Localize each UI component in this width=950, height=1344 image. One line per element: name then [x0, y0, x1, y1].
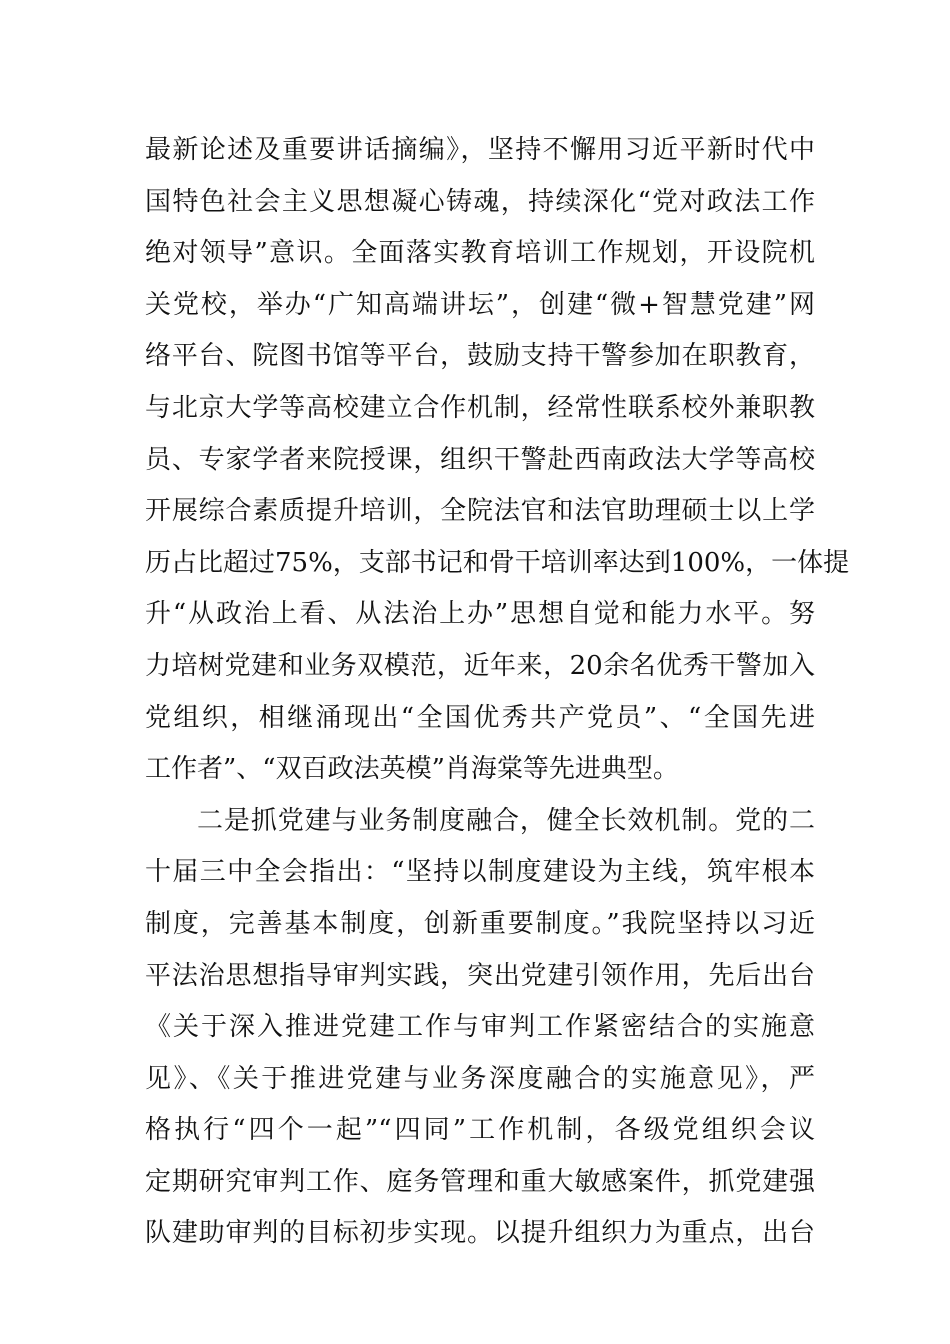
- text-line: 绝对领导”意识。全面落实教育培训工作规划，开设院机: [145, 238, 815, 269]
- text-line: 与北京大学等高校建立合作机制，经常性联系校外兼职教: [145, 392, 815, 423]
- text-line: 平法治思想指导审判实践，突出党建引领作用，先后出台: [145, 960, 815, 991]
- text-line: 工作者”、“双百政法英模”肖海棠等先进典型。: [145, 754, 679, 785]
- text-line: 党组织，相继涌现出“全国优秀共产党员”、“全国先进: [145, 702, 815, 733]
- text-line: 制度，完善基本制度，创新重要制度。”我院坚持以习近: [145, 908, 815, 939]
- text-line: 十届三中全会指出：“坚持以制度建设为主线，筑牢根本: [145, 857, 815, 888]
- text-line: 开展综合素质提升培训，全院法官和法官助理硕士以上学: [145, 496, 815, 527]
- paragraph-1: [145, 125, 850, 796]
- text-line: 最新论述及重要讲话摘编》，坚持不懈用习近平新时代中: [145, 135, 815, 165]
- text-line: 格执行“四个一起”“四同”工作机制，各级党组织会议: [145, 1115, 815, 1146]
- text-line: 员、专家学者来院授课，组织干警赴西南政法大学等高校: [145, 444, 815, 475]
- text-line: 络平台、院图书馆等平台，鼓励支持干警参加在职教育，: [145, 341, 815, 372]
- text-line: 队建助审判的目标初步实现。以提升组织力为重点，出台: [145, 1218, 815, 1249]
- text-line: 见》、《关于推进党建与业务深度融合的实施意见》，严: [145, 1063, 815, 1094]
- text-line: 《关于深入推进党建工作与审判工作紧密结合的实施意: [145, 1012, 815, 1043]
- text-line: 定期研究审判工作、庭务管理和重大敏感案件，抓党建强: [145, 1166, 815, 1197]
- text-line: 升“从政治上看、从法治上办”思想自觉和能力水平。努: [145, 599, 815, 630]
- text-line: 关党校，举办“广知高端讲坛”，创建“微+智慧党建”网: [145, 289, 815, 320]
- paragraph-2: [145, 796, 815, 1260]
- text-line: 历占比超过75%，支部书记和骨干培训率达到100%，一体提: [145, 547, 850, 578]
- text-line: 国特色社会主义思想凝心铸魂，持续深化“党对政法工作: [145, 186, 815, 217]
- text-line: 力培树党建和业务双模范，近年来，20余名优秀干警加入: [145, 650, 815, 681]
- body-text: [145, 125, 850, 1260]
- text-line: 二是抓党建与业务制度融合，健全长效机制。党的二: [197, 805, 815, 836]
